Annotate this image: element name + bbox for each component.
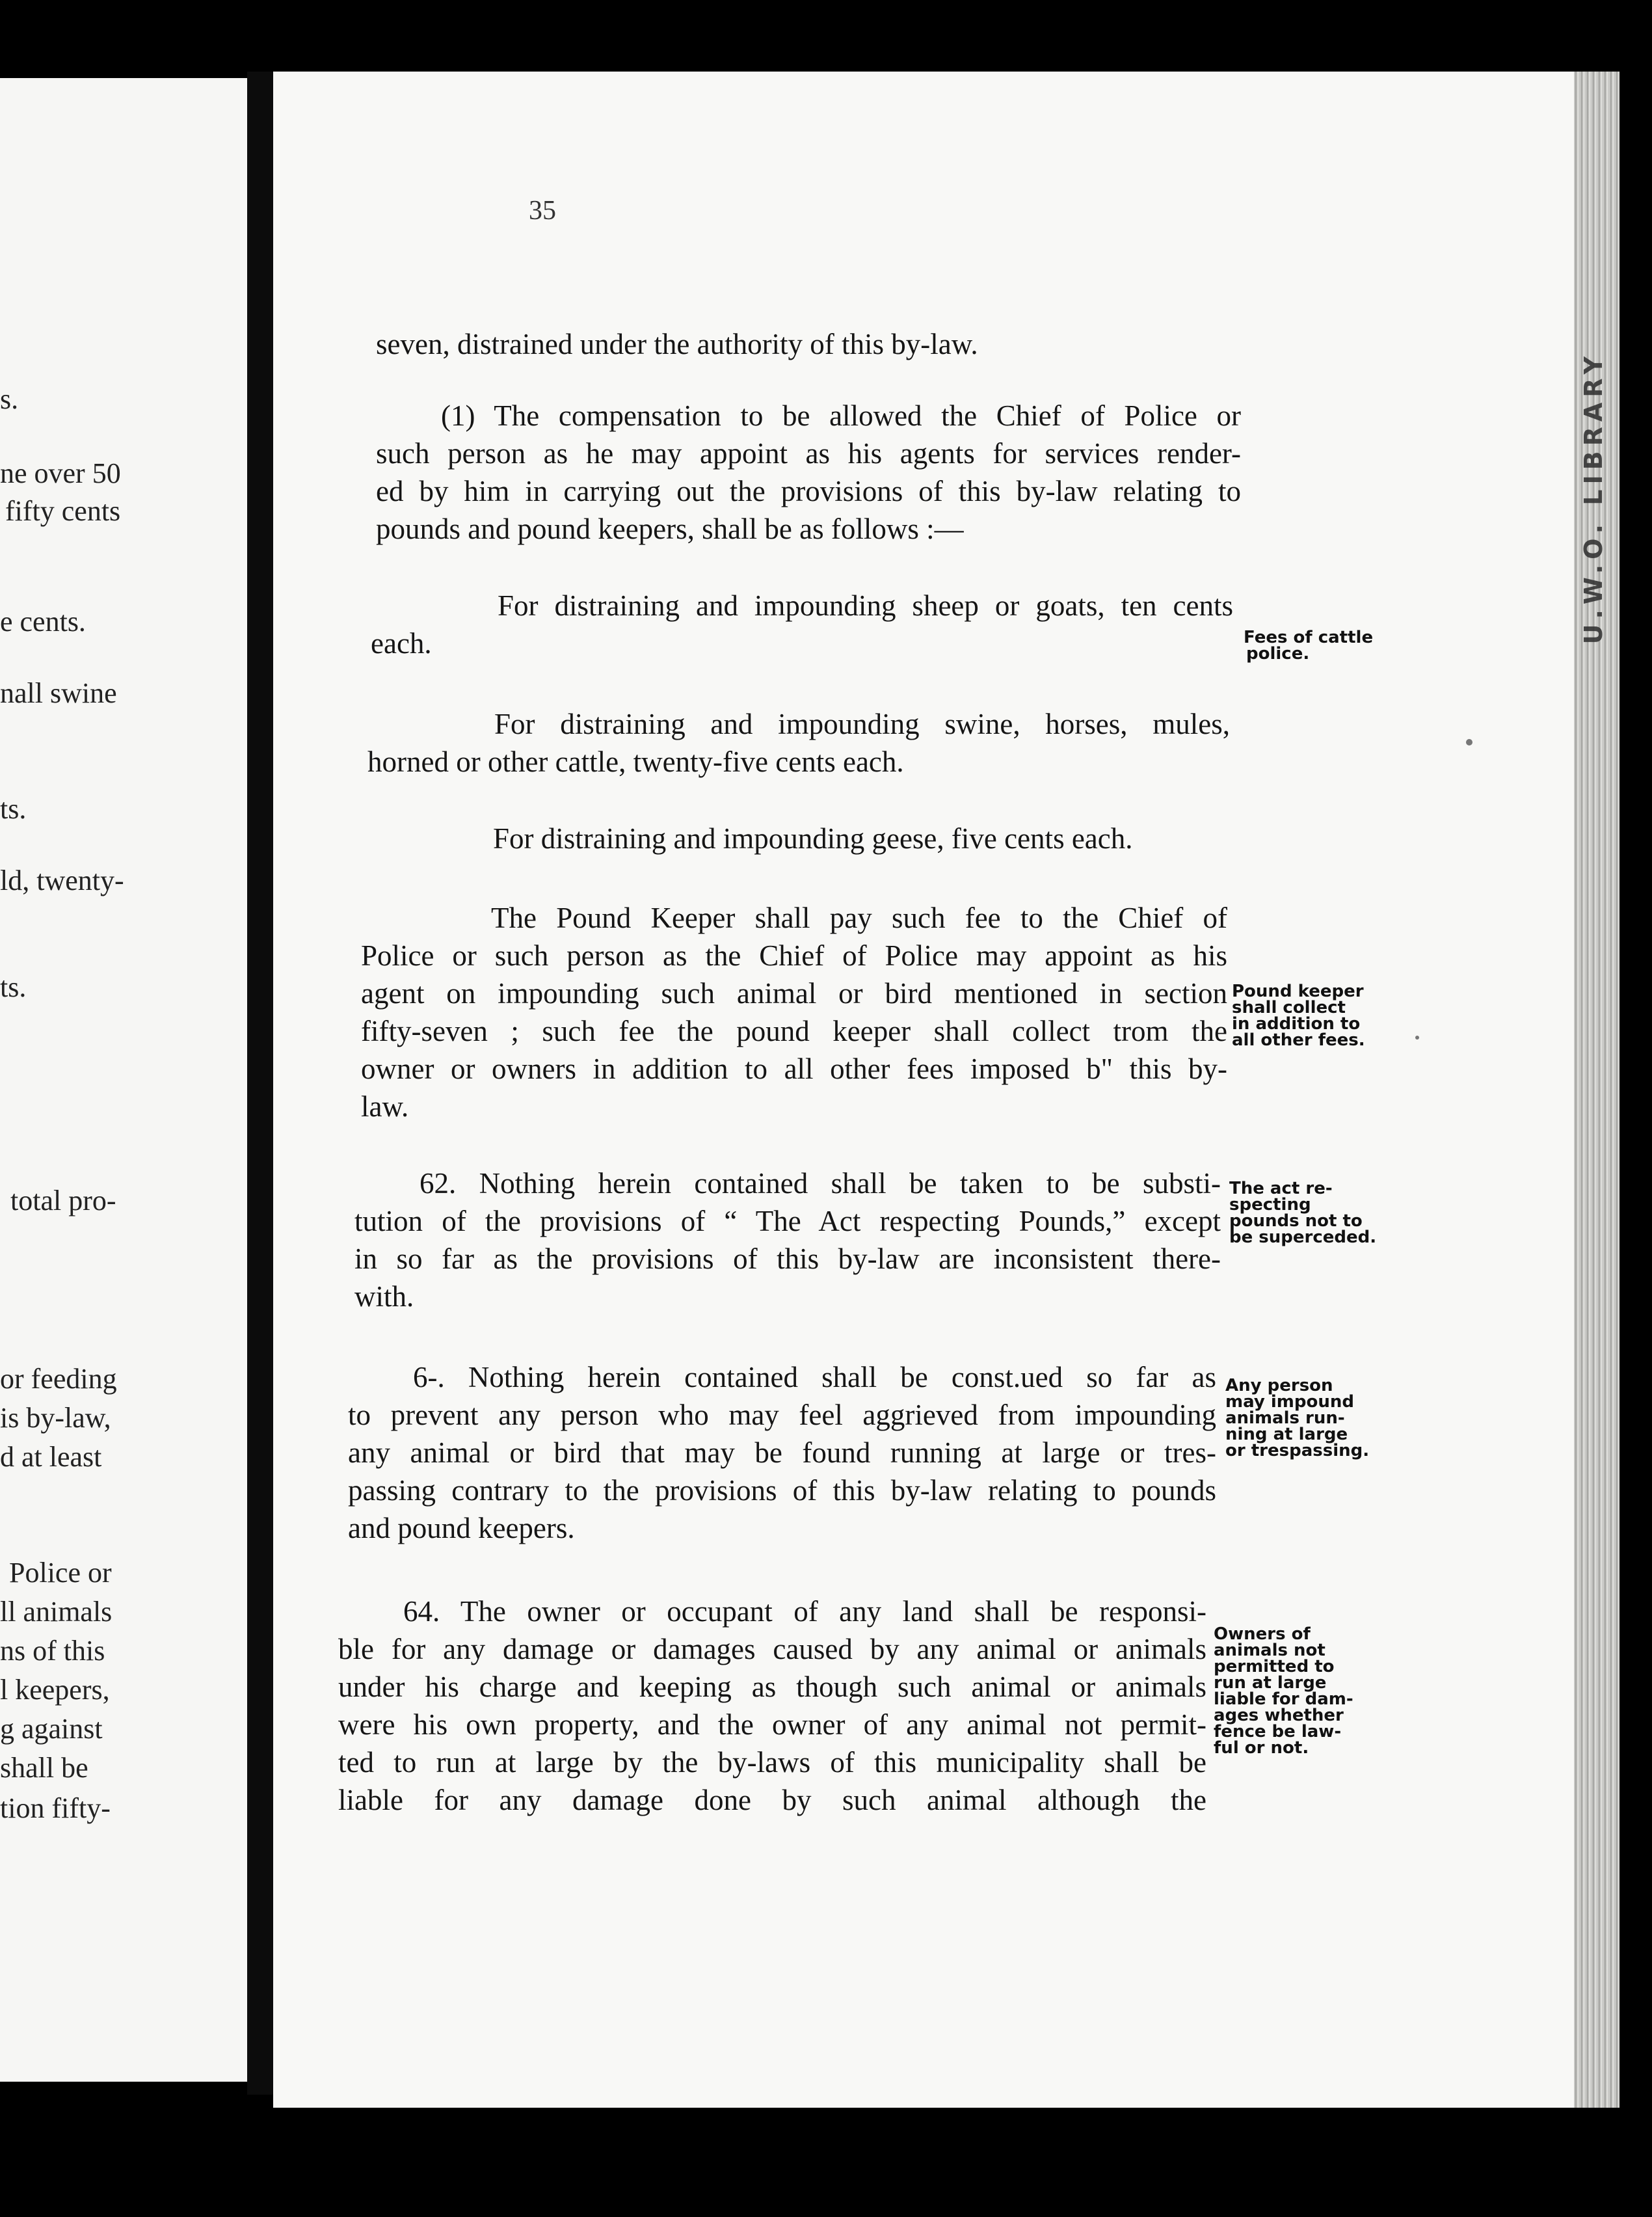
paragraph-geese-fees <box>493 820 1208 857</box>
margin-note-any-person <box>1225 1378 1369 1459</box>
margin-note-act <box>1229 1181 1376 1246</box>
left-page-fragment: ts. <box>0 971 27 1003</box>
text-line: owner or owners in addition to all other fees imposed b" this by- <box>361 1053 1227 1085</box>
margin-note-line: shall collect <box>1232 998 1346 1017</box>
left-page-fragment: ns of this <box>0 1635 105 1667</box>
text-line: each. <box>371 627 432 660</box>
text-line: tution of the provisions of “ The Act respecting Pounds,” except <box>354 1205 1221 1237</box>
left-page-fragment: ts. <box>0 793 27 825</box>
margin-note-owners <box>1214 1626 1353 1756</box>
margin-note-line: fence be law- <box>1214 1722 1342 1741</box>
text-line: seven, distrained under the authority of this by-law. <box>376 328 978 360</box>
margin-note-line: ages whether <box>1214 1706 1344 1725</box>
left-page-fragment: ld, twenty- <box>0 865 124 896</box>
text-line: passing contrary to the provisions of this by-law relating to pounds <box>348 1474 1216 1507</box>
text-line: ted to run at large by the by-laws of this municipality shall be <box>338 1746 1206 1779</box>
text-line: horned or other cattle, twenty-five cents each. <box>367 746 904 778</box>
left-page-fragment: ll animals <box>0 1596 113 1628</box>
margin-note-line: animals run- <box>1225 1408 1345 1428</box>
margin-note-pound-keeper <box>1232 984 1365 1049</box>
paragraph-section-64 <box>338 1592 1206 1819</box>
scan-speck <box>1415 1036 1419 1040</box>
margin-note-line: animals not <box>1214 1641 1326 1660</box>
text-line: such person as he may appoint as his agents for services render- <box>376 437 1241 470</box>
left-page-fragment: shall be <box>0 1752 88 1784</box>
text-line: For distraining and impounding swine, horses, mules, <box>494 708 1230 740</box>
text-line: any animal or bird that may be found running at large or tres- <box>348 1436 1216 1469</box>
text-line: fifty-seven ; such fee the pound keeper shall collect trom the <box>361 1015 1227 1047</box>
left-page-fragment: fifty cents <box>5 495 121 527</box>
margin-note-line: Pound keeper <box>1232 982 1364 1001</box>
left-page-fragment: or feeding <box>0 1363 117 1395</box>
paragraph-section-63 <box>348 1358 1216 1547</box>
book-gutter <box>247 72 273 2095</box>
left-page-fragment: tion fifty- <box>0 1792 111 1824</box>
margin-note-line: ful or not. <box>1214 1738 1309 1758</box>
text-line: with. <box>354 1280 414 1313</box>
left-page-fragment: g against <box>0 1713 103 1745</box>
left-page-fragment: total pro- <box>10 1185 116 1216</box>
left-page-fragment: s. <box>0 383 19 415</box>
scan-speck <box>1466 739 1472 746</box>
left-page-fragment: d at least <box>0 1441 102 1473</box>
text-line: law. <box>361 1090 409 1123</box>
left-page-fragment: Police or <box>9 1557 112 1589</box>
margin-note-line: or trespassing. <box>1225 1441 1370 1460</box>
text-line: to prevent any person who may feel aggrieved from impounding <box>348 1399 1216 1431</box>
margin-note-line: specting <box>1229 1195 1311 1215</box>
text-line: and pound keepers. <box>348 1512 575 1544</box>
text-line: ble for any damage or damages caused by any animal or animals <box>338 1633 1206 1665</box>
margin-note-line: Fees of cattle <box>1244 628 1374 647</box>
margin-note-line: in addition to <box>1232 1014 1361 1034</box>
paragraph-pound-keeper <box>361 899 1227 1125</box>
page-number: 35 <box>529 196 556 226</box>
page-edge <box>1574 72 1619 2108</box>
text-line: For distraining and impounding sheep or goats, ten cents <box>498 589 1233 622</box>
margin-note-line: may impound <box>1225 1392 1354 1412</box>
text-line: agent on impounding such animal or bird mentioned in section <box>361 977 1227 1010</box>
text-line: 62. Nothing herein contained shall be taken to be substi- <box>420 1167 1221 1200</box>
text-line: ed by him in carrying out the provisions of this by-law relating to <box>376 475 1241 507</box>
text-line: For distraining and impounding geese, five cents each. <box>493 822 1133 855</box>
text-line: Police or such person as the Chief of Police may appoint as his <box>361 939 1227 972</box>
text-line: pounds and pound keepers, shall be as follows :— <box>376 513 964 545</box>
text-line: The Pound Keeper shall pay such fee to the Chief of <box>491 902 1227 934</box>
left-page-fragment: l keepers, <box>0 1674 110 1706</box>
library-stamp: U.W.O. LIBRARY <box>1579 351 1608 645</box>
paragraph-swine-fees <box>367 705 1230 781</box>
margin-note-fees <box>1244 630 1373 662</box>
text-line: liable for any damage done by such animal although the <box>338 1784 1206 1816</box>
paragraph-sheep-fees <box>371 587 1233 662</box>
margin-note-line: pounds not to <box>1229 1211 1363 1231</box>
margin-note-line: all other fees. <box>1232 1030 1365 1050</box>
paragraph-section-62 <box>354 1164 1221 1315</box>
margin-note-line: ning at large <box>1225 1425 1348 1444</box>
left-page-fragment: is by-law, <box>0 1402 111 1434</box>
left-page-fragment: nall swine <box>0 677 117 709</box>
paragraph-continuation <box>376 325 1058 363</box>
text-line: were his own property, and the owner of any animal not permit- <box>338 1708 1206 1741</box>
margin-note-line: police. <box>1246 644 1310 664</box>
text-line: (1) The compensation to be allowed the Chief of Police or <box>441 399 1241 432</box>
text-line: 6-. Nothing herein contained shall be const.ued so far as <box>413 1361 1216 1393</box>
paragraph-compensation <box>376 397 1241 548</box>
left-page-fragment: ne over 50 <box>0 457 121 489</box>
margin-note-line: be superceded. <box>1229 1228 1377 1247</box>
margin-note-line: The act re- <box>1229 1179 1333 1198</box>
margin-note-line: run at large <box>1214 1673 1327 1693</box>
margin-note-line: Any person <box>1225 1376 1333 1395</box>
text-line: in so far as the provisions of this by-law are inconsistent there- <box>354 1243 1221 1275</box>
margin-note-line: permitted to <box>1214 1657 1335 1676</box>
left-facing-page <box>0 78 247 2082</box>
text-line: 64. The owner or occupant of any land shall be responsi- <box>403 1595 1206 1628</box>
margin-note-line: liable for dam- <box>1214 1689 1353 1709</box>
left-page-fragment: e cents. <box>0 606 86 638</box>
margin-note-line: Owners of <box>1214 1624 1311 1644</box>
text-line: under his charge and keeping as though such animal or animals <box>338 1671 1206 1703</box>
